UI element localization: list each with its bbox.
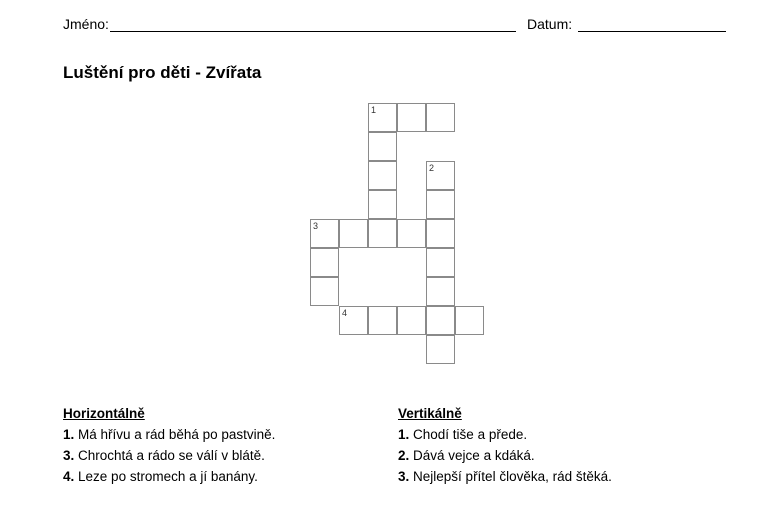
crossword-cell[interactable] [426,161,455,190]
clue-text: Má hřívu a rád běhá po pastvině. [78,427,276,442]
clue-number-label: 1 [371,105,377,115]
crossword-cell[interactable] [426,277,455,306]
clue-text: Leze po stromech a jí banány. [78,469,258,484]
page-title: Luštění pro děti - Zvířata [63,63,262,82]
clue-text: Nejlepší přítel člověka, rád štěká. [413,469,612,484]
clue-number: 3. [63,448,75,463]
crossword-cell[interactable] [426,219,455,248]
name-label: Jméno: [63,16,109,32]
crossword-cell[interactable] [368,161,397,190]
worksheet-header [0,14,760,36]
crossword-cell[interactable] [368,219,397,248]
clue-text: Chodí tiše a přede. [413,427,528,442]
clue-text: Chrochtá a rádo se válí v blátě. [78,448,265,463]
crossword-cell[interactable] [397,306,426,335]
crossword-cell[interactable] [339,219,368,248]
crossword-cell[interactable] [426,190,455,219]
crossword-cell[interactable] [368,132,397,161]
vertical-heading: Vertikálně [398,406,462,421]
clue-text: Dává vejce a kdáká. [413,448,535,463]
horizontal-clues [63,403,275,487]
crossword-cell[interactable] [368,306,397,335]
crossword-cell[interactable] [310,277,339,306]
clue-item [398,445,612,466]
crossword-cell[interactable] [426,103,455,132]
clue-item [63,424,275,445]
crossword-cell[interactable] [455,306,484,335]
crossword-cell[interactable] [310,219,339,248]
clue-number-label: 4 [342,308,348,318]
clue-number: 4. [63,469,75,484]
crossword-cell[interactable] [368,190,397,219]
crossword-cell[interactable] [397,103,426,132]
clue-item [63,445,275,466]
vertical-clues [398,403,612,487]
date-label: Datum: [527,16,573,32]
clue-number-label: 3 [313,221,319,231]
horizontal-heading: Horizontálně [63,406,145,421]
crossword-cell[interactable] [426,248,455,277]
clue-number-label: 2 [429,163,435,173]
date-field[interactable] [578,31,726,32]
crossword-cell[interactable] [310,248,339,277]
clue-item [398,424,612,445]
crossword-cell[interactable] [397,219,426,248]
clue-number: 3. [398,469,410,484]
clue-number: 1. [398,427,410,442]
clue-item [398,466,612,487]
clue-item [63,466,275,487]
crossword-cell[interactable] [339,306,368,335]
clue-number: 1. [63,427,75,442]
clue-number: 2. [398,448,410,463]
crossword-cell[interactable] [426,306,455,335]
name-field[interactable] [110,31,516,32]
crossword-cell[interactable] [426,335,455,364]
crossword-cell[interactable] [368,103,397,132]
